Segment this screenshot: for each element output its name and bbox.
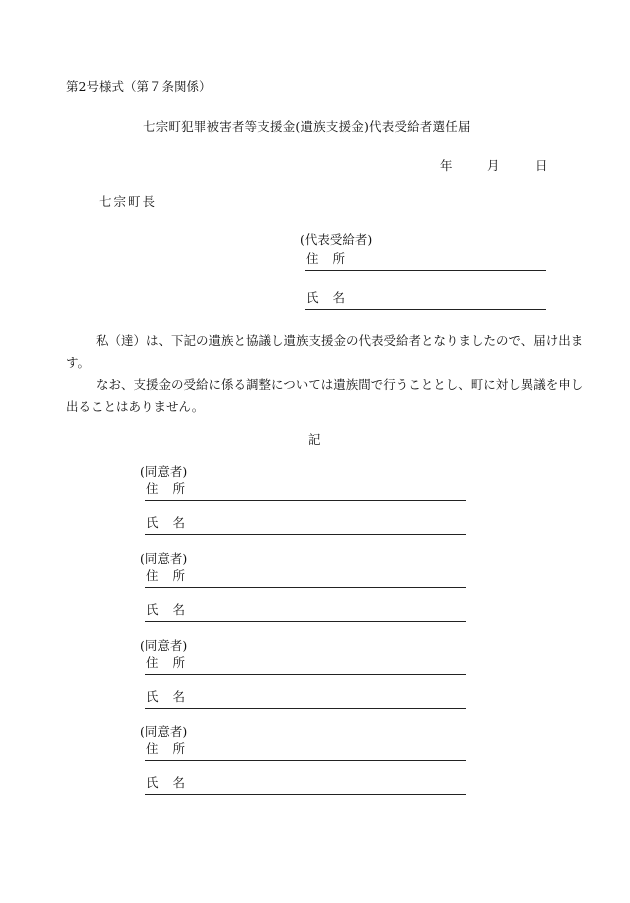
consenter-address-field[interactable] (145, 482, 466, 501)
consenter-name-field[interactable] (145, 776, 466, 795)
address-label: 住 所 (306, 251, 346, 266)
consenter-block (140, 640, 466, 720)
consenter-block (140, 553, 466, 633)
address-label: 住 所 (146, 655, 186, 670)
addressee: 七宗町長 (99, 194, 158, 209)
representative-name-field[interactable] (305, 291, 546, 310)
address-label: 住 所 (146, 481, 186, 496)
consenter-block (140, 466, 466, 546)
date-day-label: 日 (535, 158, 548, 173)
representative-address-field[interactable] (305, 252, 546, 271)
name-label: 氏 名 (146, 515, 186, 530)
consenter-block (140, 726, 466, 806)
representative-caption: (代表受給者) (300, 232, 373, 247)
consenter-name-field[interactable] (145, 516, 466, 535)
date-row (440, 160, 550, 174)
address-label: 住 所 (146, 568, 186, 583)
name-label: 氏 名 (306, 290, 346, 305)
consenter-caption: (同意者) (140, 551, 188, 566)
date-year-label: 年 (440, 158, 453, 173)
date-month-label: 月 (487, 158, 500, 173)
consenter-name-field[interactable] (145, 690, 466, 709)
consenter-address-field[interactable] (145, 569, 466, 588)
body-paragraph-1: 私（達）は、下記の遺族と協議し遺族支援金の代表受給者となりましたので、届け出ます。 (66, 333, 584, 370)
name-label: 氏 名 (146, 602, 186, 617)
address-label: 住 所 (146, 741, 186, 756)
consenter-address-field[interactable] (145, 656, 466, 675)
form-number: 第2号様式（第７条関係） (66, 79, 212, 94)
consenter-caption: (同意者) (140, 638, 188, 653)
body-paragraph-2: なお、支援金の受給に係る調整については遺族間で行うこととし、町に対し異議を申し出ることはありません。 (66, 377, 584, 414)
name-label: 氏 名 (146, 689, 186, 704)
consenter-name-field[interactable] (145, 603, 466, 622)
consenter-caption: (同意者) (140, 724, 188, 739)
name-label: 氏 名 (146, 775, 186, 790)
consenter-caption: (同意者) (140, 464, 188, 479)
ki-heading: 記 (308, 432, 321, 447)
document-title: 七宗町犯罪被害者等支援金(遺族支援金)代表受給者選任届 (143, 119, 471, 134)
consenter-address-field[interactable] (145, 742, 466, 761)
